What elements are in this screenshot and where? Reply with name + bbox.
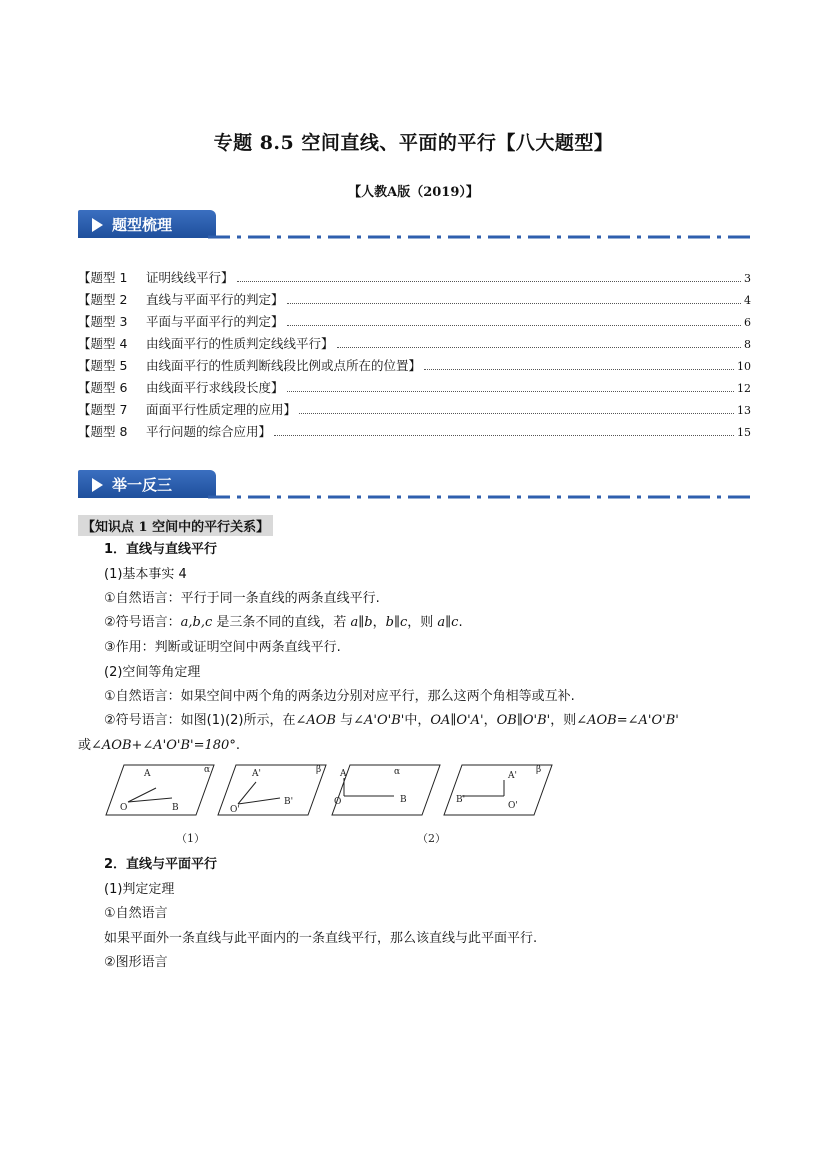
paragraph: 或∠AOB+∠A'O'B'=180°. — [78, 738, 240, 753]
paragraph: ①自然语言：平行于同一条直线的两条直线平行. — [104, 591, 380, 606]
svg-text:O': O' — [508, 801, 518, 811]
svg-text:A: A — [340, 769, 347, 779]
paragraph: ③作用：判断或证明空间中两条直线平行. — [104, 640, 341, 655]
figure-label-2: （2） — [417, 832, 446, 845]
svg-text:B: B — [400, 795, 407, 805]
svg-text:B': B' — [284, 797, 294, 807]
table-of-contents — [78, 267, 751, 443]
svg-text:A: A — [144, 769, 151, 779]
paragraph: (2)空间等角定理 — [104, 665, 201, 680]
toc-item[interactable]: 【题型 2 直线与平面平行的判定】 4 — [78, 292, 751, 307]
paragraph: ②符号语言：a,b,c 是三条不同的直线，若 a∥b，b∥c，则 a∥c. — [104, 615, 463, 630]
svg-text:β: β — [536, 765, 542, 775]
svg-text:α: α — [394, 767, 401, 777]
banner-label: 题型梳理 — [112, 216, 173, 234]
svg-text:O': O' — [230, 805, 240, 815]
toc-item[interactable]: 【题型 1 证明线线平行】 3 — [78, 270, 751, 285]
section-heading: 1．直线与直线平行 — [104, 542, 218, 557]
svg-text:B': B' — [456, 795, 466, 805]
paragraph: ②图形语言 — [104, 955, 168, 970]
section-heading: 2．直线与平面平行 — [104, 857, 218, 872]
equal-angle-figure — [104, 760, 564, 850]
svg-text:O: O — [334, 797, 342, 807]
play-arrow-icon — [92, 218, 103, 232]
play-arrow-icon — [92, 478, 103, 492]
svg-text:B: B — [172, 803, 179, 813]
paragraph: (1)判定定理 — [104, 882, 175, 897]
toc-item[interactable]: 【题型 4 由线面平行的性质判定线线平行】 8 — [78, 336, 751, 351]
toc-item[interactable]: 【题型 8 平行问题的综合应用】 15 — [78, 424, 751, 439]
dash-dot-rule — [78, 234, 753, 240]
paragraph: ②符号语言：如图(1)(2)所示，在∠AOB 与∠A'O'B'中，OA∥O'A'，OB∥O'B'，则∠AOB=∠A'O'B' — [104, 713, 679, 728]
svg-text:β: β — [316, 765, 322, 775]
svg-text:O: O — [120, 803, 128, 813]
section-banner-examples — [78, 470, 753, 500]
toc-item[interactable]: 【题型 7 面面平行性质定理的应用】 13 — [78, 402, 751, 417]
paragraph: (1)基本事实 4 — [104, 567, 187, 582]
knowledge-point-heading: 【知识点 1 空间中的平行关系】 — [78, 515, 273, 536]
svg-text:A': A' — [252, 769, 261, 779]
plane-shape — [332, 765, 440, 815]
svg-text:A': A' — [508, 771, 517, 781]
section-banner-question-types — [78, 210, 753, 240]
paragraph: ①自然语言：如果空间中两个角的两条边分别对应平行，那么这两个角相等或互补. — [104, 689, 575, 704]
dash-dot-rule — [78, 494, 753, 500]
paragraph: 如果平面外一条直线与此平面内的一条直线平行，那么该直线与此平面平行. — [104, 931, 538, 946]
document-title: 专题 8.5 空间直线、平面的平行【八大题型】 — [213, 132, 614, 154]
paragraph: ①自然语言 — [104, 906, 168, 921]
document-subtitle: 【人教A版（2019）】 — [348, 185, 479, 200]
banner-label: 举一反三 — [112, 476, 173, 494]
toc-item[interactable]: 【题型 6 由线面平行求线段长度】 12 — [78, 380, 751, 395]
toc-item[interactable]: 【题型 3 平面与平面平行的判定】 6 — [78, 314, 751, 329]
figure-label-1: （1） — [176, 832, 205, 845]
toc-item[interactable]: 【题型 5 由线面平行的性质判断线段比例或点所在的位置】 10 — [78, 358, 751, 373]
svg-text:α: α — [204, 765, 211, 775]
